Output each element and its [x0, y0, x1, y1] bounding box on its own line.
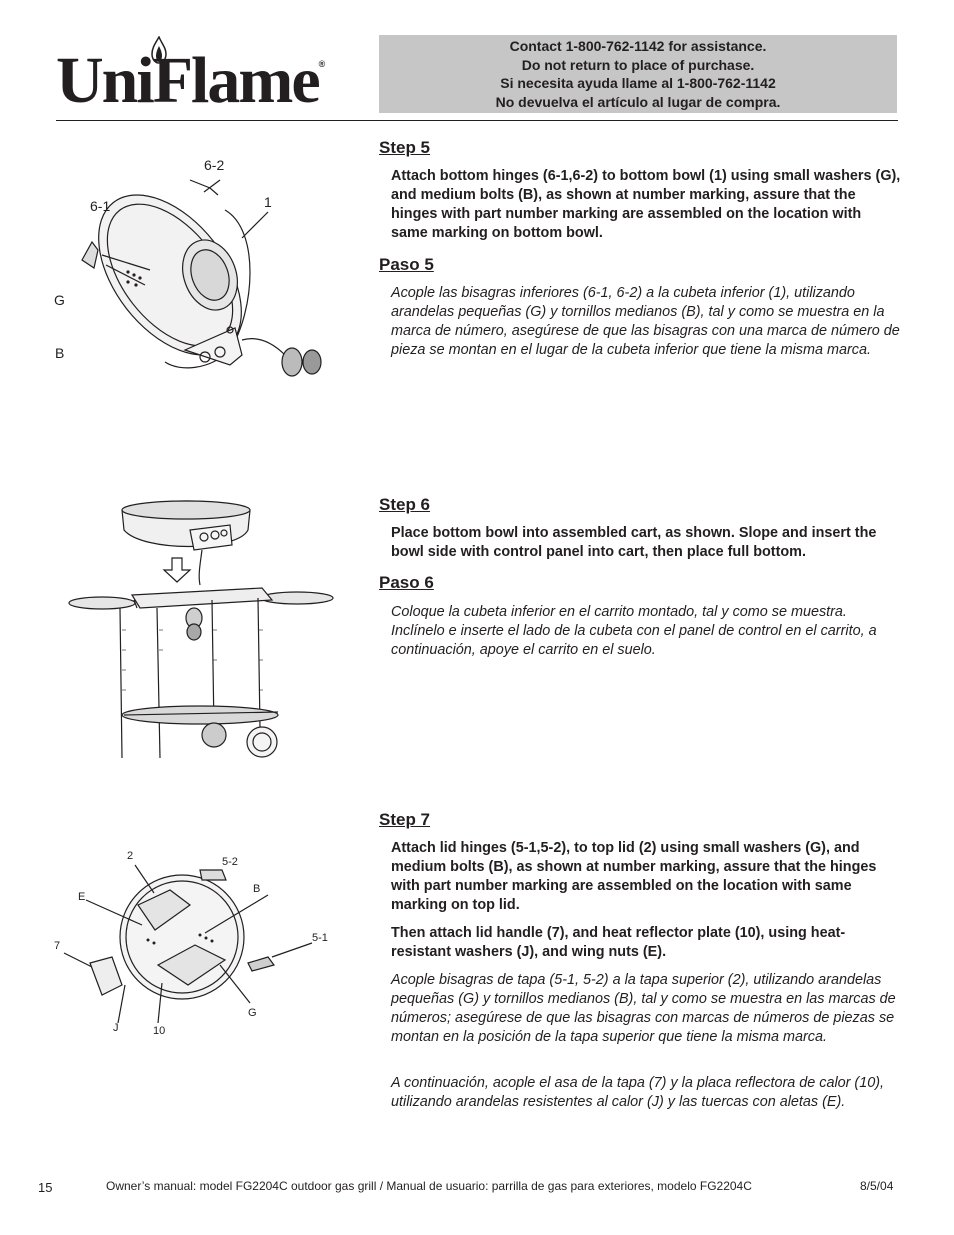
- label-1: 1: [264, 194, 272, 210]
- step7-instructions-2: Then attach lid handle (7), and heat reflector plate (10), using heat-resistant washers (J), and wing nuts (E).: [391, 925, 846, 960]
- contact-box: [379, 35, 897, 113]
- paso5-instructions: Acople las bisagras inferiores (6-1, 6-2) a la cubeta inferior (1), utilizando arandelas pequeñas (G) y tornillos medianos (B), tal y como se muestra en la marca de número, asegúrese de que las bisagras con una marca de número de pieza se montan en el lugar de la cubeta inferior que tiene la misma marca.: [391, 285, 900, 358]
- step7-instructions-1: Attach lid hinges (5-1,5-2), to top lid (2) using small washers (G), and medium bolts (B), as shown at number marking, assure that the hinges with part number marking are assembled on the location with same marking on top lid.: [391, 840, 877, 913]
- registered-mark: ®: [318, 59, 326, 69]
- paso6-instructions: Coloque la cubeta inferior en el carrito montado, tal y como se muestra. Inclínelo e inserte el lado de la cubeta con el panel de control en el carrito, a continuación, apoye el carrito en el suelo.: [391, 604, 877, 658]
- contact-line-4: No devuelva el artículo al lugar de compra.: [495, 93, 781, 110]
- label-g-lid: G: [248, 1007, 257, 1019]
- step6-heading: Step 6: [379, 495, 431, 514]
- paso5-heading: Paso 5: [379, 255, 434, 274]
- label-e: E: [78, 891, 86, 903]
- paso6-heading: Paso 6: [379, 573, 434, 592]
- step7-instructions-es-1: Acople bisagras de tapa (5-1, 5-2) a la tapa superior (2), utilizando arandelas pequeñas (G) y tornillos medianos (B), tal y como se muestra en las marcas de números; asegúrese de que las bisagras con marcas de números de piezas se montan en la posición de la tapa superior que tiene la misma marca.: [391, 972, 896, 1045]
- contact-line-3: Si necesita ayuda llame al 1-800-762-1142: [500, 75, 776, 92]
- label-5-2: 5-2: [222, 856, 238, 868]
- page-number: 15: [38, 1180, 53, 1195]
- step5-instructions: Attach bottom hinges (6-1,6-2) to bottom bowl (1) using small washers (G), and medium bolts (B), as shown at number marking, assure that the hinges with part number marking are assembled on the location with same marking on bottom bowl.: [391, 168, 901, 241]
- contact-line-2: Do not return to place of purchase.: [521, 56, 755, 73]
- label-b-lid: B: [253, 883, 261, 895]
- label-7: 7: [54, 940, 61, 952]
- label-g: G: [54, 292, 65, 308]
- header-divider: [56, 120, 898, 121]
- label-5-1: 5-1: [312, 932, 328, 944]
- step7-instructions-es-2: A continuación, acople el asa de la tapa (7) y la placa reflectora de calor (10), utilizando arandelas resistentes al calor (J) y las tuercas con aletas (E).: [391, 1075, 885, 1110]
- step5-heading: Step 5: [379, 138, 431, 157]
- label-2: 2: [127, 850, 134, 862]
- label-j: J: [113, 1022, 119, 1034]
- uniflame-logo: [56, 36, 368, 116]
- contact-line-1: Contact 1-800-762-1142 for assistance.: [509, 38, 767, 54]
- footer-date: 8/5/04: [860, 1179, 894, 1193]
- label-b: B: [55, 345, 65, 361]
- footer-manual-title: Owner’s manual: model FG2204C outdoor gas grill / Manual de usuario: parrilla de gas para exteriores, modelo FG2204C: [106, 1179, 752, 1193]
- step6-cart-assembly-illustration: [62, 490, 342, 770]
- label-10: 10: [153, 1025, 166, 1037]
- brand-name: UniFlame®: [56, 44, 326, 117]
- step7-heading: Step 7: [379, 810, 431, 829]
- label-6-1: 6-1: [90, 198, 111, 214]
- step5-bottom-bowl-illustration: [70, 150, 360, 385]
- label-6-2: 6-2: [204, 157, 225, 173]
- step7-top-lid-illustration: [50, 845, 350, 1045]
- step6-instructions: Place bottom bowl into assembled cart, as shown. Slope and insert the bowl side with control panel into cart, then place full bottom.: [391, 525, 877, 560]
